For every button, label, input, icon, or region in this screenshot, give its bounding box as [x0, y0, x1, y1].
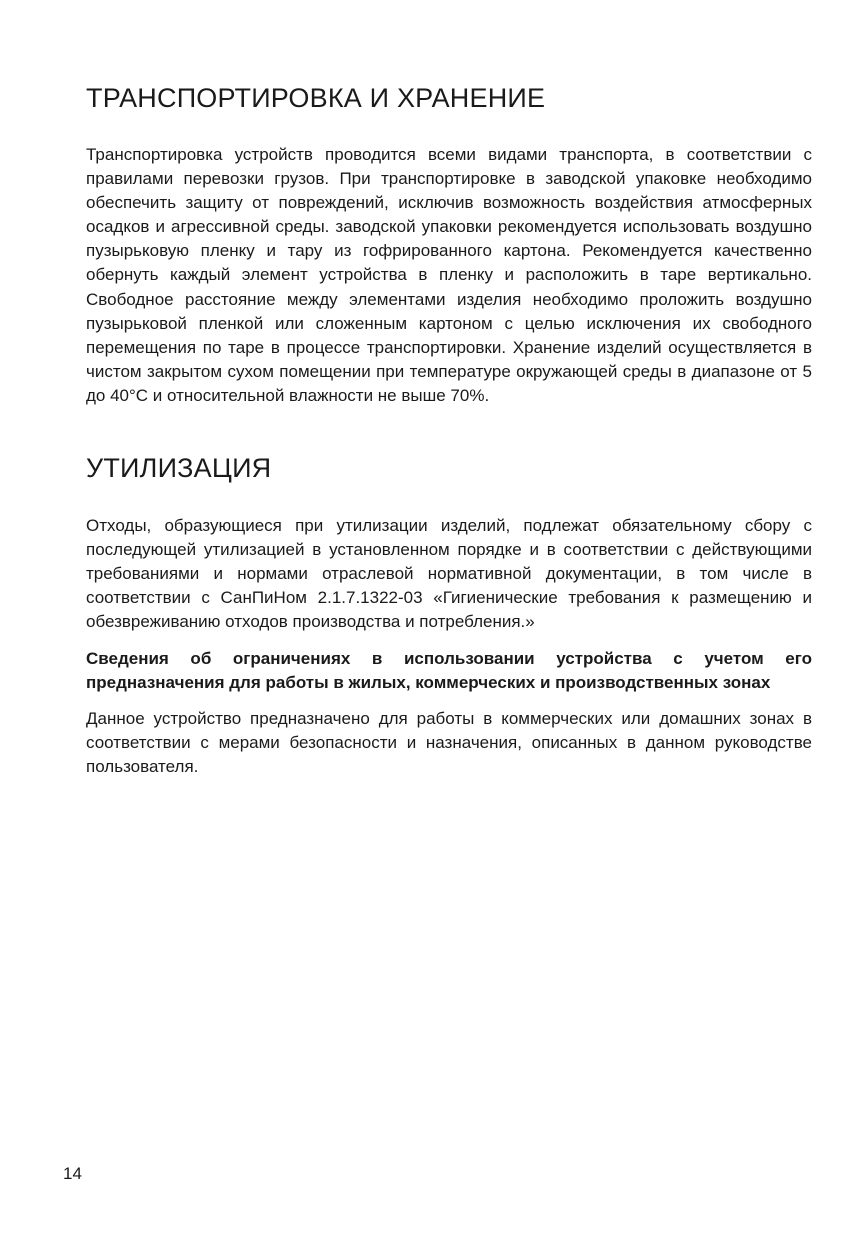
usage-restrictions-body: Данное устройство предназначено для работы в коммерческих или домашних зонах в соответствии с мерами безопасности и назначения, описанных в данном руководстве пользователя. — [86, 708, 812, 776]
page-number: 14 — [63, 1164, 82, 1183]
section-title-transportation: ТРАНСПОРТИРОВКА И ХРАНЕНИЕ — [86, 83, 546, 113]
section-body-disposal: Отходы, образующиеся при утилизации изделий, подлежат обязательному сбору с последующей утилизацией в установленном порядке и в соответствии с действующими требованиями и нормами отраслевой нормативной документации, в том числе в соответствии с СанПиНом 2.1.7.1322-03 «Гигиенические требования к размещению и обезвреживанию отходов производства и потребления.» — [86, 516, 812, 632]
usage-restrictions-heading: Сведения об ограничениях в использовании устройства с учетом его предназначения для работы в жилых, коммерческих и производственных зонах — [86, 648, 812, 692]
section-body-transportation: Транспортировка устройств проводится всеми видами транспорта, в соответствии с правилами перевозки грузов. При транспортировке в заводской упаковке необходимо обеспечить защиту от повреждений, исключив возможность воздействия атмосферных осадков и агрессивной среды. заводской упаковки рекомендуется использовать воздушно пузырьковую пленку и тару из гофрированного картона. Рекомендуется качественно обернуть каждый элемент устройства в пленку и расположить в таре вертикально. Свободное расстояние между элементами изделия необходимо проложить воздушно пузырьковой пленкой или сложенным картоном с целью исключения их свободного перемещения по таре в процессе транспортировки. Хранение изделий осуществляется в чистом закрытом сухом помещении при температуре окружающей среды в диапазоне от 5 до 40°C и относительной влажности не выше 70%. — [86, 145, 812, 405]
page-content — [86, 78, 812, 779]
section-title-disposal: УТИЛИЗАЦИЯ — [86, 453, 272, 484]
